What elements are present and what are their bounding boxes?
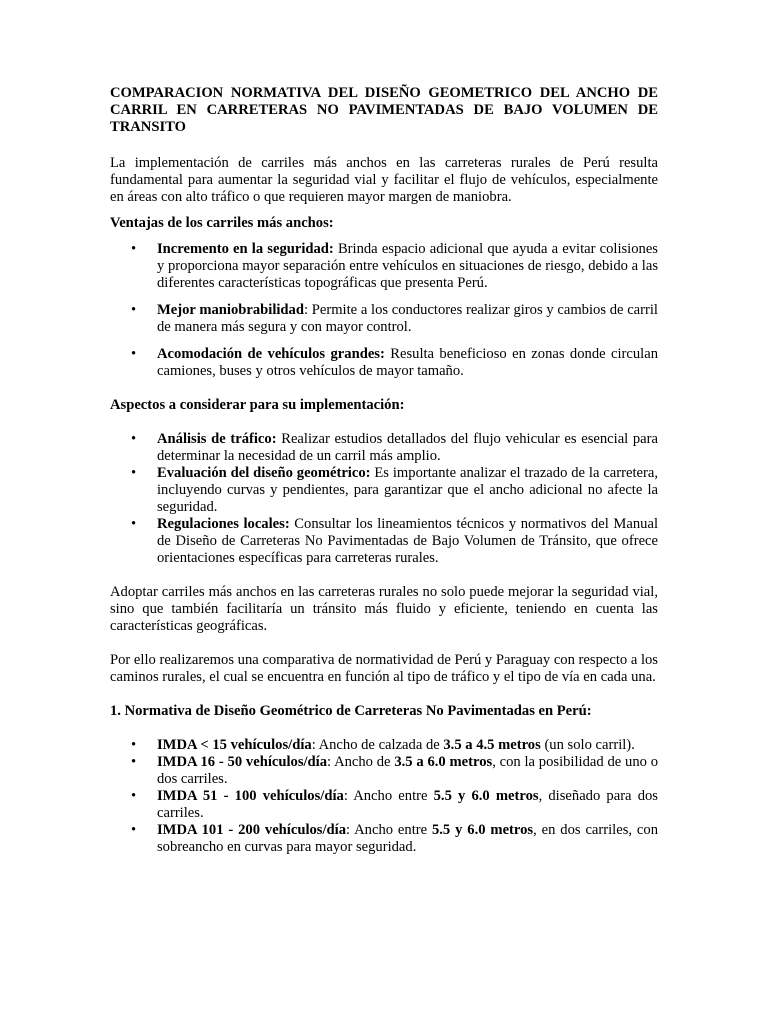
- list-item-text: Es importante analizar el trazado de la carretera, incluyendo curvas y pendientes, para garantizar que el ancho adicional no afecte la seguridad.: [157, 465, 658, 515]
- imda-text: : Ancho entre: [346, 822, 432, 838]
- list-item-label: Mejor maniobrabilidad: [157, 302, 304, 318]
- imda-text: , en dos carriles, con sobreancho en curvas para mayor seguridad.: [157, 822, 658, 855]
- list-item: [110, 302, 658, 336]
- imda-width: 3.5 a 6.0 metros: [394, 754, 493, 770]
- list-item-text: Consultar los lineamientos técnicos y normativos del Manual de Diseño de Carreteras No Pavimentadas de Bajo Volumen de Tránsito, que ofrece orientaciones específicas para carreteras rurales.: [157, 516, 658, 566]
- list-item: [110, 516, 658, 567]
- conclusion-paragraph: Adoptar carriles más anchos en las carreteras rurales no solo puede mejorar la seguridad vial, sino que también facilitaría un tránsito más fluido y eficiente, teniendo en cuenta las características geográficas.: [110, 584, 658, 634]
- aspects-heading: [110, 397, 658, 414]
- list-item-text: Brinda espacio adicional que ayuda a evitar colisiones y proporciona mayor separación entre vehículos en situaciones de riesgo, debido a las diferentes características topográficas que presenta Perú.: [157, 241, 658, 291]
- advantages-list: [110, 241, 658, 380]
- imda-text: (un solo carril).: [540, 737, 635, 753]
- list-item-text: Realizar estudios detallados del flujo vehicular es esencial para determinar la necesidad de un carril más amplio.: [157, 431, 658, 464]
- imda-text: , diseñado para dos carriles.: [157, 788, 658, 821]
- comparison-intro-paragraph: Por ello realizaremos una comparativa de normatividad de Perú y Paraguay con respecto a los caminos rurales, el cual se encuentra en función al tipo de tráfico y el tipo de vía en cada una.: [110, 652, 658, 685]
- document-body: [110, 85, 658, 856]
- list-item-label: Regulaciones locales:: [157, 516, 290, 532]
- imda-width: 3.5 a 4.5 metros: [443, 737, 541, 753]
- list-item-label: Análisis de tráfico:: [157, 431, 277, 447]
- section1-heading: [110, 703, 658, 720]
- list-item: [110, 822, 658, 856]
- list-item: [110, 241, 658, 292]
- list-item: [110, 788, 658, 822]
- imda-width: 5.5 y 6.0 metros: [433, 788, 539, 804]
- intro-paragraph: La implementación de carriles más anchos en las carreteras rurales de Perú resulta fundamental para aumentar la seguridad vial y facilitar el flujo de vehículos, especialmente en áreas con alto tráfico o que requieren mayor margen de maniobra.: [110, 155, 658, 205]
- imda-label: IMDA < 15 vehículos/día: [157, 737, 312, 753]
- aspects-list: [110, 431, 658, 567]
- list-item: [110, 737, 658, 754]
- list-item-text: : Permite a los conductores realizar giros y cambios de carril de manera más segura y con mayor control.: [157, 302, 658, 335]
- section1-heading-text: 1. Normativa de Diseño Geométrico de Carreteras No Pavimentadas en Perú:: [110, 703, 592, 719]
- imda-text: , con la posibilidad de uno o dos carriles.: [157, 754, 658, 787]
- list-item-label: Incremento en la seguridad:: [157, 241, 334, 257]
- imda-label: IMDA 51 - 100 vehículos/día: [157, 788, 344, 804]
- list-item-label: Evaluación del diseño geométrico:: [157, 465, 371, 481]
- list-item: [110, 346, 658, 380]
- list-item: [110, 465, 658, 516]
- aspects-heading-text: Aspectos a considerar para su implementación:: [110, 397, 405, 413]
- imda-text: : Ancho de calzada de: [311, 737, 444, 753]
- list-item: [110, 431, 658, 465]
- imda-label: IMDA 16 - 50 vehículos/día: [157, 754, 328, 770]
- imda-text: : Ancho entre: [343, 788, 434, 804]
- imda-label: IMDA 101 - 200 vehículos/día: [157, 822, 346, 838]
- advantages-heading-text: Ventajas de los carriles más anchos:: [110, 215, 334, 231]
- imda-text: : Ancho de: [327, 754, 395, 770]
- document-title: COMPARACION NORMATIVA DEL DISEÑO GEOMETRICO DEL ANCHO DE CARRIL EN CARRETERAS NO PAVIMENTADAS DE BAJO VOLUMEN DE TRANSITO: [110, 85, 658, 135]
- list-item: [110, 754, 658, 788]
- imda-width: 5.5 y 6.0 metros: [431, 822, 534, 838]
- imda-list: [110, 737, 658, 856]
- list-item-text: Resulta beneficioso en zonas donde circulan camiones, buses y otros vehículos de mayor tamaño.: [157, 346, 658, 379]
- list-item-label: Acomodación de vehículos grandes:: [157, 346, 385, 362]
- advantages-heading: [110, 215, 658, 232]
